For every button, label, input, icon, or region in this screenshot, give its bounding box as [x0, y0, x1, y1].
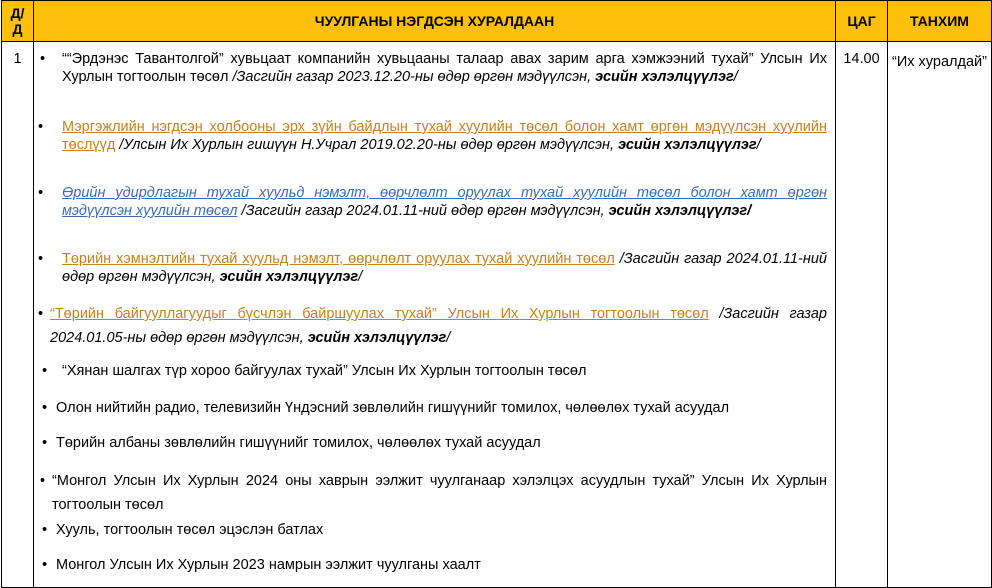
item-status: эсийн хэлэлцүүлэг [219, 269, 359, 285]
item-text: Монгол Улсын Их Хурлын 2023 намрын ээлжит чуулганы хаалт [56, 557, 481, 573]
bullet-icon: • [38, 306, 44, 322]
list-item [34, 42, 835, 106]
list-item [34, 106, 835, 174]
bullet-icon: • [42, 435, 48, 451]
bullet-icon: • [40, 473, 46, 489]
item-title: ““Эрдэнэс Тавантолгой” хувьцаат компанийн хувьцааны талаар авах зарим арга хэмжээний тухай” Улсын Их Хурлын тогтоолын төсөл [62, 51, 827, 85]
row-time: 14.00 [836, 42, 888, 588]
item-status: эсийн хэлэлцүүлэг [307, 330, 447, 346]
list-item [34, 240, 835, 292]
header-hall: ТАНХИМ [888, 1, 992, 42]
item-end: / [756, 137, 761, 153]
item-note: /Засгийн газар 2024.01.11-ний өдөр өргөн мэдүүлсэн, [237, 203, 609, 219]
row-hall: “Их хуралдай” [888, 42, 992, 588]
item-end: / [358, 269, 363, 285]
item-text: “Хянан шалгах түр хороо байгуулах тухай” Улсын Их Хурлын тогтоолын төсөл [62, 363, 587, 379]
list-item [34, 174, 835, 240]
bullet-icon: • [42, 363, 48, 379]
header-time: ЦАГ [836, 1, 888, 42]
item-text: Хууль, тогтоолын төсөл эцэслэн батлах [56, 522, 324, 538]
item-text: Төрийн албаны зөвлөлийн гишүүнийг томилох, чөлөөлөх тухай асуудал [56, 435, 541, 451]
header-row [2, 1, 992, 42]
list-item [34, 511, 835, 539]
list-item [34, 539, 835, 574]
agenda-items [34, 42, 836, 588]
bullet-icon: • [38, 119, 44, 135]
item-end: / [446, 330, 451, 346]
list-item [34, 382, 835, 417]
item-status: эсийн хэлэлцүүлэг/ [608, 203, 752, 219]
item-status: эсийн хэлэлцүүлэг [595, 69, 734, 85]
bullet-icon: • [38, 251, 44, 267]
item-title-link[interactable]: Мэргэжлийн нэгдсэн холбооны эрх зүйн байдлын тухай хуулийн төсөл болон хамт өргөн мэдүүлсэн хуулийн төслүүд [62, 119, 827, 153]
header-num: Д/Д [2, 1, 34, 42]
item-note: /Улсын Их Хурлын гишүүн Н.Учрал 2019.02.20-ны өдөр өргөн мэдүүлсэн, [115, 137, 619, 153]
item-title-link[interactable]: Өрийн удирдлагын тухай хуульд нэмэлт, өөрчлөлт оруулах тухай хуулийн төсөл болон хамт өргөн мэдүүлсэн хуулийн төсөл [62, 185, 827, 219]
list-item [34, 346, 835, 382]
item-text: Олон нийтийн радио, телевизийн Үндэсний зөвлөлийн гишүүнийг томилох, чөлөөлөх тухай асуудал [56, 400, 730, 416]
item-end: / [733, 69, 738, 85]
item-title-link[interactable]: Төрийн хэмнэлтийн тухай хуульд нэмэлт, өөрчлөлт оруулах тухай хуулийн төсөл [62, 251, 615, 267]
item-status: эсийн хэлэлцүүлэг [618, 137, 757, 153]
list-item [34, 417, 835, 452]
list-item [34, 292, 835, 346]
bullet-icon: • [42, 400, 48, 416]
agenda-table [1, 0, 992, 588]
item-text: “Монгол Улсын Их Хурлын 2024 оны хаврын ээлжит чуулганаар хэлэлцэх асуудлын тухай” Улсын Их Хурлын тогтоолын төсөл [52, 473, 827, 513]
bullet-icon: • [42, 522, 48, 538]
list-item [34, 452, 835, 511]
bullet-icon: • [42, 557, 48, 573]
row-number: 1 [2, 42, 34, 588]
item-note: /Засгийн газар 2023.12.20-ны өдөр өргөн мэдүүлсэн, [232, 69, 596, 85]
table-row [2, 42, 992, 588]
bullet-icon: • [38, 185, 44, 201]
item-note: /Засгийн газар 2024.01.05-ны өдөр өргөн мэдүүлсэн, [50, 306, 827, 346]
item-title-link[interactable]: “Төрийн байгууллагуудыг бүсчлэн байршуулах тухай” Улсын Их Хурлын тогтоолын төсөл [50, 306, 709, 322]
bullet-icon: • [40, 51, 46, 67]
header-title: ЧУУЛГАНЫ НЭГДСЭН ХУРАЛДААН [34, 1, 836, 42]
item-note: /Засгийн газар 2024.01.11-ний өдөр өргөн мэдүүлсэн, [62, 251, 827, 285]
